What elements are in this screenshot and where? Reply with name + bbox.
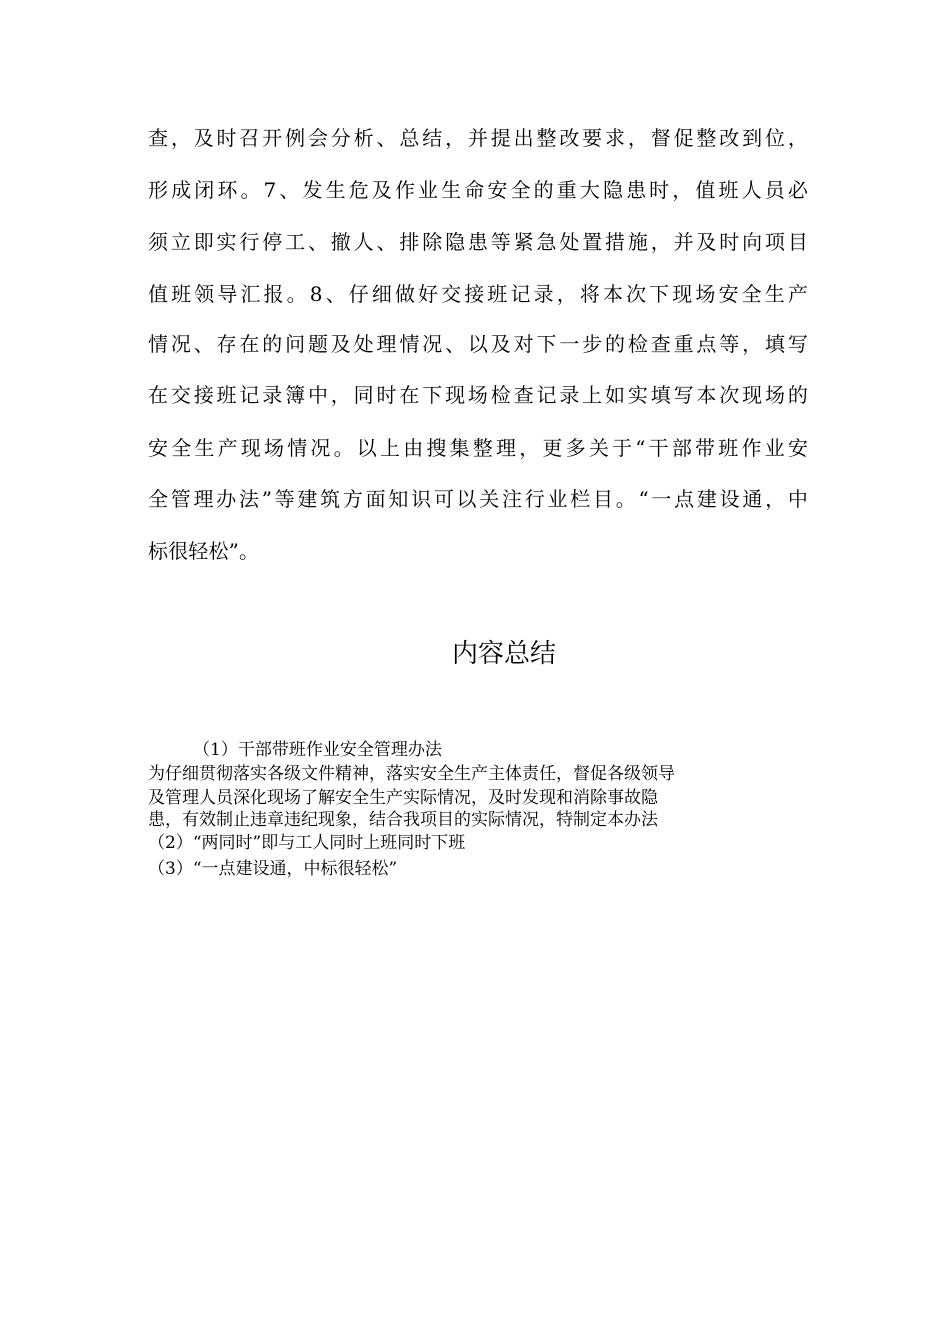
summary-item-2: 为仔细贯彻落实各级文件精神，落实安全生产主体责任，督促各级领导 bbox=[148, 764, 675, 784]
body-line-2: 形成闭环。7、发生危及作业生命安全的重大隐患时，值班人员必 bbox=[148, 178, 808, 202]
body-line-6: 在交接班记录簿中，同时在下现场检查记录上如实填写本次现场的 bbox=[148, 383, 808, 407]
summary-item-6: （3）“一点建设通，中标很轻松” bbox=[148, 859, 398, 879]
body-line-9: 标很轻松”。 bbox=[148, 539, 260, 563]
body-line-1: 查，及时召开例会分析、总结，并提出整改要求，督促整改到位， bbox=[148, 126, 808, 150]
body-line-3: 须立即实行停工、撤人、排除隐患等紧急处置措施，并及时向项目 bbox=[148, 230, 808, 254]
summary-item-5: （2）“两同时”即与工人同时上班同时下班 bbox=[148, 833, 466, 853]
summary-item-3: 及管理人员深化现场了解安全生产实际情况，及时发现和消除事故隐 bbox=[148, 788, 658, 808]
body-line-7: 安全生产现场情况。以上由搜集整理，更多关于“干部带班作业安 bbox=[148, 436, 808, 460]
summary-item-1: （1）干部带班作业安全管理办法 bbox=[193, 740, 442, 760]
body-line-5: 情况、存在的问题及处理情况、以及对下一步的检查重点等，填写 bbox=[148, 332, 808, 356]
summary-item-4: 患，有效制止违章违纪现象，结合我项目的实际情况，特制定本办法 bbox=[148, 810, 658, 830]
body-line-8: 全管理办法”等建筑方面知识可以关注行业栏目。“一点建设通，中 bbox=[148, 487, 808, 511]
summary-title: 内容总结 bbox=[451, 639, 556, 669]
body-line-4: 值班领导汇报。8、仔细做好交接班记录，将本次下现场安全生产 bbox=[148, 282, 808, 306]
